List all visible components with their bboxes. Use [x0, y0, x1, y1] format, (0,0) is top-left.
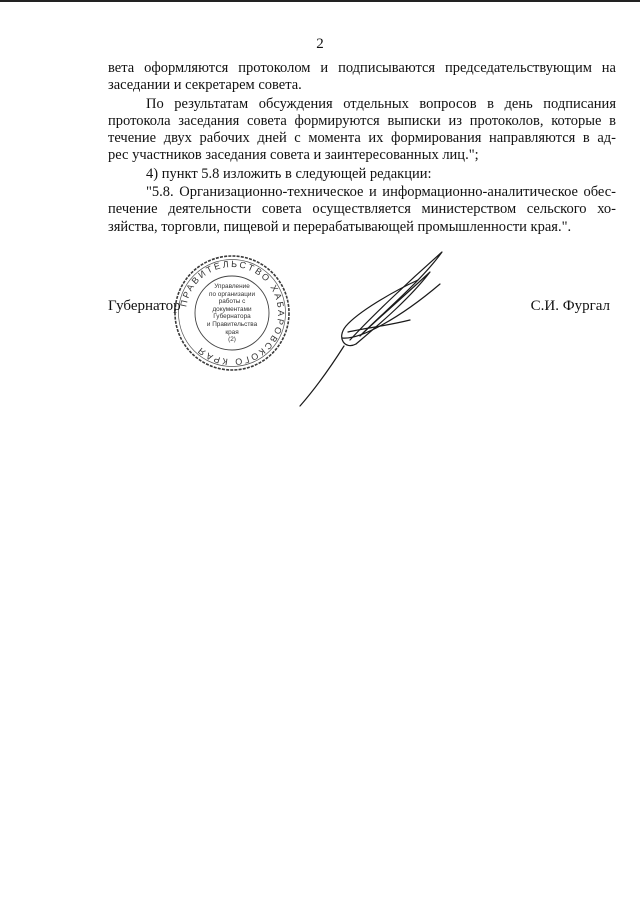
- seal-line: и Правительства: [206, 320, 258, 328]
- text-line: зяйства, торговли, пищевой и перерабатывающей промышленности края.".: [108, 218, 572, 235]
- document-body: [108, 60, 616, 236]
- paragraph-3: [108, 166, 616, 183]
- seal-line: работы с документами: [212, 298, 252, 313]
- signatory-name: С.И. Фургал: [530, 298, 610, 314]
- paragraph-2: [108, 96, 616, 165]
- text-line: 4) пункт 5.8 изложить в следующей редакции:: [146, 165, 432, 182]
- text-line: протокола заседания совета формируются выписки из протоколов, которые в: [108, 112, 616, 129]
- page-top-edge: [0, 0, 640, 2]
- signature-block: [0, 298, 640, 322]
- text-line: рес участников заседания совета и заинтересованных лиц.";: [108, 147, 479, 164]
- handwritten-signature: [290, 240, 480, 410]
- text-line: заседании и секретарем совета.: [108, 77, 302, 94]
- text-line: печение деятельности совета осуществляется министерством сельского хо-: [108, 201, 616, 218]
- text-line: течение двух рабочих дней с момента их формирования направляются в ад-: [108, 130, 616, 147]
- text-line: вета оформляются протоколом и подписываются председательствующим на: [108, 60, 616, 76]
- seal-line: Губернатора: [213, 313, 251, 321]
- seal-ring-text: ПРАВИТЕЛЬСТВО ХАБАРОВСКОГО КРАЯ: [178, 258, 287, 368]
- seal-line: Управление: [214, 283, 250, 290]
- signatory-position: Губернатор: [108, 298, 181, 314]
- seal-line: (2): [228, 336, 236, 344]
- seal-line: по организации: [208, 290, 256, 298]
- paragraph-4: [108, 184, 616, 236]
- page-number: 2: [316, 36, 324, 52]
- seal-line: края: [225, 328, 239, 336]
- text-line: "5.8. Организационно-техническое и информационно-аналитическое обес-: [146, 184, 616, 201]
- paragraph-1: [108, 60, 616, 95]
- text-line: По результатам обсуждения отдельных вопросов в день подписания: [146, 95, 616, 112]
